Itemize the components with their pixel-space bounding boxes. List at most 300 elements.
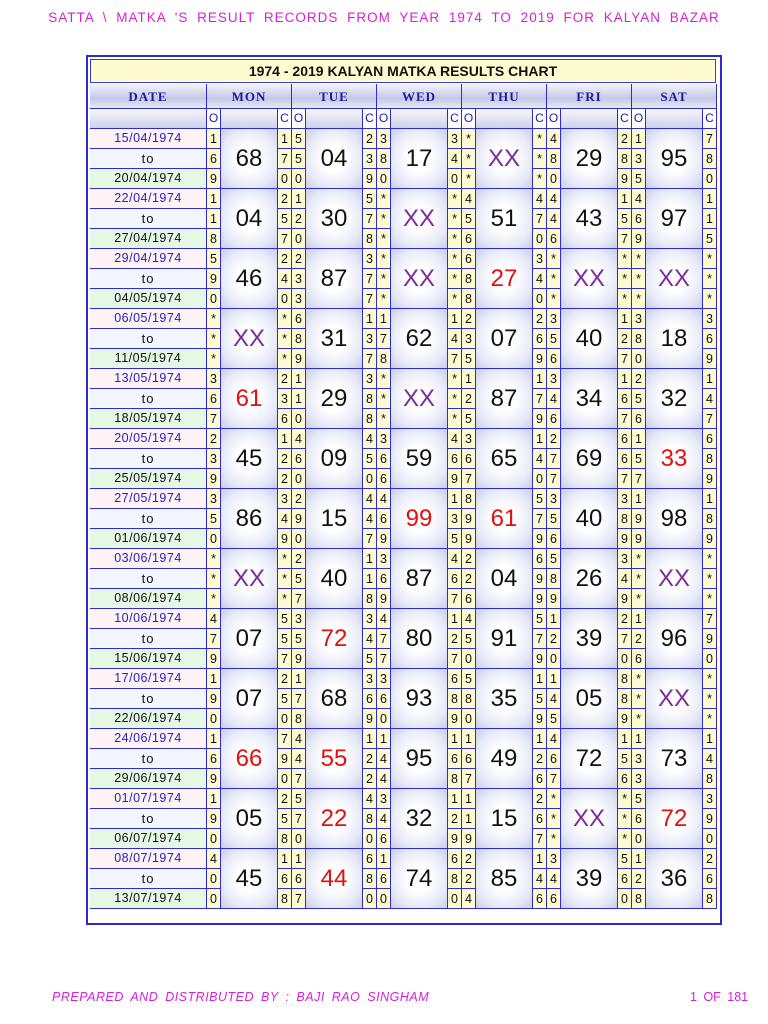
close-panna-digit: 1 <box>533 429 547 449</box>
close-panna-digit: 4 <box>448 329 462 349</box>
close-panna-digit: 5 <box>448 529 462 549</box>
open-panna-digit: 2 <box>292 249 306 269</box>
open-panna-digit: 8 <box>377 349 391 369</box>
close-panna-digit: 2 <box>363 749 377 769</box>
date-to: 08/06/1974 <box>90 589 207 609</box>
close-panna-digit: 0 <box>533 229 547 249</box>
open-panna-digit: 6 <box>377 509 391 529</box>
jodi-result: 95 <box>391 729 448 789</box>
open-panna-digit: 3 <box>207 489 221 509</box>
open-panna-digit: 9 <box>207 689 221 709</box>
date-from: 27/05/1974 <box>90 489 207 509</box>
close-panna-digit: 4 <box>448 549 462 569</box>
header-date: DATE <box>90 84 207 109</box>
open-panna-digit: * <box>207 589 221 609</box>
jodi-result: XX <box>221 309 278 369</box>
date-to: 04/05/1974 <box>90 289 207 309</box>
open-panna-digit: 7 <box>632 469 646 489</box>
close-panna-digit: 9 <box>278 529 292 549</box>
open-panna-digit: 0 <box>292 169 306 189</box>
close-panna-digit: * <box>448 289 462 309</box>
jodi-result: 17 <box>391 129 448 189</box>
open-panna-digit: 3 <box>377 429 391 449</box>
close-panna-digit: 5 <box>533 609 547 629</box>
close-panna-digit: 3 <box>703 309 717 329</box>
close-panna-digit: 1 <box>363 309 377 329</box>
header-fri: FRI <box>547 84 632 109</box>
close-panna-digit: 1 <box>703 729 717 749</box>
open-panna-digit: * <box>547 829 561 849</box>
open-panna-digit: 5 <box>292 789 306 809</box>
results-grid <box>90 84 716 919</box>
open-panna-digit: 1 <box>207 189 221 209</box>
close-panna-digit: 4 <box>278 509 292 529</box>
open-panna-digit: 9 <box>632 529 646 549</box>
open-panna-digit: 0 <box>207 709 221 729</box>
close-panna-digit: 7 <box>618 629 632 649</box>
close-panna-digit: 8 <box>363 389 377 409</box>
jodi-result: 45 <box>221 429 278 489</box>
close-panna-digit: 5 <box>533 689 547 709</box>
open-panna-digit: 0 <box>377 709 391 729</box>
close-panna-digit: * <box>448 229 462 249</box>
open-panna-digit: 2 <box>632 629 646 649</box>
jodi-result: XX <box>391 249 448 309</box>
open-panna-digit: 0 <box>632 829 646 849</box>
open-panna-digit: * <box>547 789 561 809</box>
close-panna-digit: 9 <box>533 529 547 549</box>
date-to-label: to <box>90 809 207 829</box>
jodi-result: 62 <box>391 309 448 369</box>
open-label: O <box>292 109 306 129</box>
jodi-result: 49 <box>476 729 533 789</box>
open-panna-digit: 3 <box>632 749 646 769</box>
open-panna-digit: 6 <box>377 869 391 889</box>
open-panna-digit: * <box>632 589 646 609</box>
close-label: C <box>703 109 717 129</box>
jodi-result: 61 <box>221 369 278 429</box>
close-panna-digit: 7 <box>533 629 547 649</box>
close-panna-digit: 7 <box>363 529 377 549</box>
close-panna-digit: 6 <box>363 849 377 869</box>
open-panna-digit: 3 <box>547 489 561 509</box>
date-to-label: to <box>90 389 207 409</box>
open-panna-digit: 0 <box>207 889 221 909</box>
close-panna-digit: 9 <box>703 469 717 489</box>
close-panna-digit: 2 <box>278 469 292 489</box>
jodi-result: 65 <box>476 429 533 489</box>
close-panna-digit: 0 <box>278 289 292 309</box>
close-panna-digit: 9 <box>618 169 632 189</box>
close-panna-digit: 2 <box>278 449 292 469</box>
jodi-result: 29 <box>561 129 618 189</box>
jodi-result: 97 <box>646 189 703 249</box>
date-from: 20/05/1974 <box>90 429 207 449</box>
open-panna-digit: 4 <box>462 189 476 209</box>
open-panna-digit: 1 <box>292 389 306 409</box>
close-panna-digit: 4 <box>533 449 547 469</box>
close-panna-digit: 6 <box>533 769 547 789</box>
close-panna-digit: 3 <box>363 329 377 349</box>
open-panna-digit: 1 <box>462 729 476 749</box>
close-panna-digit: 6 <box>278 409 292 429</box>
close-panna-digit: 2 <box>618 609 632 629</box>
open-panna-digit: 8 <box>462 689 476 709</box>
open-panna-digit: 0 <box>292 829 306 849</box>
close-panna-digit: 0 <box>703 829 717 849</box>
page-number: 1 <box>690 990 697 1004</box>
jodi-result: 61 <box>476 489 533 549</box>
open-panna-digit: * <box>462 129 476 149</box>
open-panna-digit: * <box>207 549 221 569</box>
close-panna-digit: 4 <box>448 149 462 169</box>
chart-title: 1974 - 2019 KALYAN MATKA RESULTS CHART <box>90 59 716 83</box>
open-panna-digit: 7 <box>547 469 561 489</box>
jodi-result: 85 <box>476 849 533 909</box>
date-to-label: to <box>90 869 207 889</box>
open-panna-digit: 8 <box>547 569 561 589</box>
close-panna-digit: 6 <box>618 869 632 889</box>
open-panna-digit: 5 <box>547 709 561 729</box>
open-panna-digit: 1 <box>377 849 391 869</box>
open-panna-digit: * <box>632 709 646 729</box>
open-panna-digit: * <box>547 269 561 289</box>
close-panna-digit: * <box>703 689 717 709</box>
footer-credit: PREPARED AND DISTRIBUTED BY : BAJI RAO SINGHAM <box>52 990 430 1004</box>
close-panna-digit: 4 <box>363 629 377 649</box>
close-panna-digit: 8 <box>448 689 462 709</box>
close-panna-digit: 1 <box>278 429 292 449</box>
jodi-result: 39 <box>561 609 618 669</box>
open-panna-digit: 2 <box>632 369 646 389</box>
jodi-result: 04 <box>221 189 278 249</box>
date-to-label: to <box>90 149 207 169</box>
jodi-result: 40 <box>561 489 618 549</box>
jodi-result: 07 <box>476 309 533 369</box>
jodi-result: 87 <box>306 249 363 309</box>
open-panna-digit: 6 <box>632 409 646 429</box>
open-panna-digit: * <box>462 169 476 189</box>
open-panna-digit: 4 <box>462 889 476 909</box>
open-panna-digit: 9 <box>207 469 221 489</box>
open-panna-digit: 0 <box>207 869 221 889</box>
open-panna-digit: 6 <box>547 889 561 909</box>
open-panna-digit: 4 <box>292 749 306 769</box>
close-panna-digit: 9 <box>533 649 547 669</box>
open-panna-digit: 1 <box>207 669 221 689</box>
date-to: 20/04/1974 <box>90 169 207 189</box>
close-panna-digit: 1 <box>533 849 547 869</box>
open-panna-digit: 2 <box>292 489 306 509</box>
open-panna-digit: 4 <box>377 489 391 509</box>
close-panna-digit: 7 <box>618 229 632 249</box>
open-label: O <box>207 109 221 129</box>
open-label: O <box>462 109 476 129</box>
close-panna-digit: * <box>618 809 632 829</box>
close-panna-digit: 0 <box>533 469 547 489</box>
close-panna-digit: 1 <box>278 129 292 149</box>
open-panna-digit: 9 <box>292 349 306 369</box>
open-panna-digit: 4 <box>632 189 646 209</box>
jodi-result: 51 <box>476 189 533 249</box>
close-panna-digit: * <box>278 349 292 369</box>
open-panna-digit: 6 <box>462 449 476 469</box>
close-panna-digit: 6 <box>618 429 632 449</box>
open-panna-digit: 6 <box>547 529 561 549</box>
close-panna-digit: * <box>448 269 462 289</box>
close-panna-digit: * <box>703 669 717 689</box>
open-panna-digit: 0 <box>377 169 391 189</box>
open-panna-digit: 4 <box>547 389 561 409</box>
jodi-result: XX <box>646 549 703 609</box>
open-panna-digit: 7 <box>292 589 306 609</box>
open-panna-digit: 6 <box>377 689 391 709</box>
header-thu: THU <box>462 84 547 109</box>
close-panna-digit: 1 <box>703 489 717 509</box>
close-label: C <box>618 109 632 129</box>
close-panna-digit: 4 <box>363 789 377 809</box>
close-panna-digit: * <box>618 269 632 289</box>
close-panna-digit: 9 <box>448 469 462 489</box>
open-panna-digit: * <box>377 409 391 429</box>
open-panna-digit: 1 <box>462 369 476 389</box>
open-panna-digit: 5 <box>462 669 476 689</box>
close-panna-digit: * <box>448 389 462 409</box>
close-panna-digit: 7 <box>363 269 377 289</box>
close-panna-digit: 6 <box>533 329 547 349</box>
jodi-result: 44 <box>306 849 363 909</box>
open-panna-digit: 6 <box>292 869 306 889</box>
close-panna-digit: 1 <box>448 729 462 749</box>
results-chart <box>86 55 722 925</box>
close-panna-digit: 9 <box>533 569 547 589</box>
jodi-result: 36 <box>646 849 703 909</box>
close-panna-digit: 4 <box>703 389 717 409</box>
open-panna-digit: 7 <box>377 629 391 649</box>
close-panna-digit: 6 <box>533 889 547 909</box>
close-panna-digit: 9 <box>618 589 632 609</box>
close-panna-digit: 7 <box>703 609 717 629</box>
close-panna-digit: 3 <box>448 509 462 529</box>
close-panna-digit: * <box>703 709 717 729</box>
open-panna-digit: 5 <box>462 409 476 429</box>
open-panna-digit: 3 <box>547 849 561 869</box>
close-panna-digit: 2 <box>618 129 632 149</box>
open-panna-digit: 7 <box>292 689 306 709</box>
close-panna-digit: 6 <box>363 689 377 709</box>
open-panna-digit: 0 <box>632 349 646 369</box>
jodi-label <box>306 109 363 129</box>
jodi-result: 04 <box>306 129 363 189</box>
open-panna-digit: 4 <box>377 769 391 789</box>
open-panna-digit: 6 <box>292 309 306 329</box>
close-panna-digit: 5 <box>618 209 632 229</box>
date-to-label: to <box>90 449 207 469</box>
close-panna-digit: 3 <box>618 489 632 509</box>
close-panna-digit: 1 <box>618 729 632 749</box>
open-panna-digit: 7 <box>547 449 561 469</box>
open-panna-digit: 6 <box>377 449 391 469</box>
open-panna-digit: * <box>207 309 221 329</box>
close-panna-digit: 1 <box>618 309 632 329</box>
date-to: 29/06/1974 <box>90 769 207 789</box>
close-panna-digit: 7 <box>448 649 462 669</box>
close-panna-digit: 4 <box>533 269 547 289</box>
close-panna-digit: 5 <box>363 189 377 209</box>
close-panna-digit: 2 <box>278 189 292 209</box>
close-panna-digit: * <box>618 829 632 849</box>
open-panna-digit: 4 <box>207 609 221 629</box>
open-panna-digit: 3 <box>292 609 306 629</box>
close-panna-digit: 8 <box>363 869 377 889</box>
close-panna-digit: 8 <box>363 589 377 609</box>
open-panna-digit: 7 <box>377 649 391 669</box>
close-panna-digit: 0 <box>618 649 632 669</box>
jodi-result: XX <box>646 249 703 309</box>
jodi-result: 09 <box>306 429 363 489</box>
open-panna-digit: * <box>632 669 646 689</box>
close-panna-digit: 8 <box>278 889 292 909</box>
open-label: O <box>547 109 561 129</box>
jodi-result: 72 <box>561 729 618 789</box>
jodi-result: 55 <box>306 729 363 789</box>
close-panna-digit: 9 <box>363 709 377 729</box>
date-to-label: to <box>90 749 207 769</box>
jodi-result: 66 <box>221 729 278 789</box>
open-panna-digit: 9 <box>547 589 561 609</box>
open-panna-digit: 7 <box>462 769 476 789</box>
close-panna-digit: 7 <box>278 729 292 749</box>
date-from: 13/05/1974 <box>90 369 207 389</box>
open-panna-digit: 6 <box>632 649 646 669</box>
close-panna-digit: 0 <box>703 649 717 669</box>
jodi-result: 68 <box>221 129 278 189</box>
open-panna-digit: 2 <box>462 389 476 409</box>
close-panna-digit: 5 <box>278 609 292 629</box>
close-panna-digit: * <box>278 569 292 589</box>
open-panna-digit: 5 <box>462 349 476 369</box>
jodi-result: 26 <box>561 549 618 609</box>
jodi-result: XX <box>561 789 618 849</box>
close-panna-digit: 1 <box>448 309 462 329</box>
jodi-result: 87 <box>391 549 448 609</box>
close-panna-digit: 7 <box>533 209 547 229</box>
open-panna-digit: 5 <box>547 329 561 349</box>
close-panna-digit: 6 <box>533 549 547 569</box>
close-panna-digit: 3 <box>448 129 462 149</box>
open-panna-digit: 3 <box>377 549 391 569</box>
open-panna-digit: 1 <box>632 489 646 509</box>
close-panna-digit: 8 <box>618 689 632 709</box>
jodi-result: 31 <box>306 309 363 369</box>
close-panna-digit: 1 <box>533 669 547 689</box>
open-panna-digit: 3 <box>547 369 561 389</box>
close-panna-digit: 6 <box>448 569 462 589</box>
header-sat: SAT <box>632 84 717 109</box>
close-panna-digit: 7 <box>533 389 547 409</box>
close-panna-digit: 4 <box>448 429 462 449</box>
date-from: 03/06/1974 <box>90 549 207 569</box>
open-panna-digit: 3 <box>207 449 221 469</box>
date-to-label: to <box>90 629 207 649</box>
date-to: 11/05/1974 <box>90 349 207 369</box>
open-panna-digit: 3 <box>292 269 306 289</box>
close-panna-digit: 5 <box>278 809 292 829</box>
jodi-result: 30 <box>306 189 363 249</box>
header-mon: MON <box>207 84 292 109</box>
open-panna-digit: 0 <box>547 649 561 669</box>
open-panna-digit: 6 <box>632 809 646 829</box>
jodi-result: 22 <box>306 789 363 849</box>
open-panna-digit: 3 <box>462 429 476 449</box>
close-panna-digit: 1 <box>618 189 632 209</box>
date-from: 29/04/1974 <box>90 249 207 269</box>
open-panna-digit: 1 <box>547 609 561 629</box>
close-panna-digit: 9 <box>448 709 462 729</box>
close-panna-digit: 7 <box>278 149 292 169</box>
jodi-result: 96 <box>646 609 703 669</box>
open-panna-digit: 6 <box>207 389 221 409</box>
open-panna-digit: 9 <box>207 169 221 189</box>
page-separator: OF <box>703 990 721 1004</box>
jodi-result: 99 <box>391 489 448 549</box>
open-panna-digit: 9 <box>632 509 646 529</box>
close-panna-digit: 2 <box>533 749 547 769</box>
open-panna-digit: 4 <box>377 749 391 769</box>
close-panna-digit: 3 <box>618 549 632 569</box>
close-panna-digit: 0 <box>363 889 377 909</box>
close-label: C <box>278 109 292 129</box>
close-panna-digit: 0 <box>448 889 462 909</box>
jodi-result: 05 <box>561 669 618 729</box>
close-panna-digit: 8 <box>618 149 632 169</box>
open-panna-digit: 8 <box>292 329 306 349</box>
open-panna-digit: 5 <box>292 129 306 149</box>
date-from: 24/06/1974 <box>90 729 207 749</box>
close-panna-digit: 8 <box>618 509 632 529</box>
close-panna-digit: 8 <box>363 229 377 249</box>
close-panna-digit: 9 <box>533 589 547 609</box>
date-from: 17/06/1974 <box>90 669 207 689</box>
open-panna-digit: 9 <box>207 769 221 789</box>
open-label: O <box>377 109 391 129</box>
jodi-result: 35 <box>476 669 533 729</box>
date-to: 01/06/1974 <box>90 529 207 549</box>
open-panna-digit: * <box>632 289 646 309</box>
open-panna-digit: 1 <box>292 849 306 869</box>
close-panna-digit: 0 <box>533 289 547 309</box>
open-panna-digit: 1 <box>292 669 306 689</box>
open-panna-digit: 5 <box>632 169 646 189</box>
open-panna-digit: 1 <box>207 129 221 149</box>
close-panna-digit: * <box>278 549 292 569</box>
close-panna-digit: 6 <box>448 749 462 769</box>
close-panna-digit: 3 <box>533 249 547 269</box>
open-panna-digit: 6 <box>377 469 391 489</box>
open-panna-digit: * <box>207 329 221 349</box>
close-panna-digit: 6 <box>533 809 547 829</box>
jodi-result: 33 <box>646 429 703 489</box>
close-panna-digit: 2 <box>278 789 292 809</box>
close-panna-digit: * <box>703 549 717 569</box>
open-panna-digit: 1 <box>462 789 476 809</box>
page-total: 181 <box>727 990 749 1004</box>
open-panna-digit: * <box>632 689 646 709</box>
open-panna-digit: 3 <box>292 289 306 309</box>
open-panna-digit: * <box>377 229 391 249</box>
open-panna-digit: 7 <box>207 409 221 429</box>
jodi-result: 45 <box>221 849 278 909</box>
